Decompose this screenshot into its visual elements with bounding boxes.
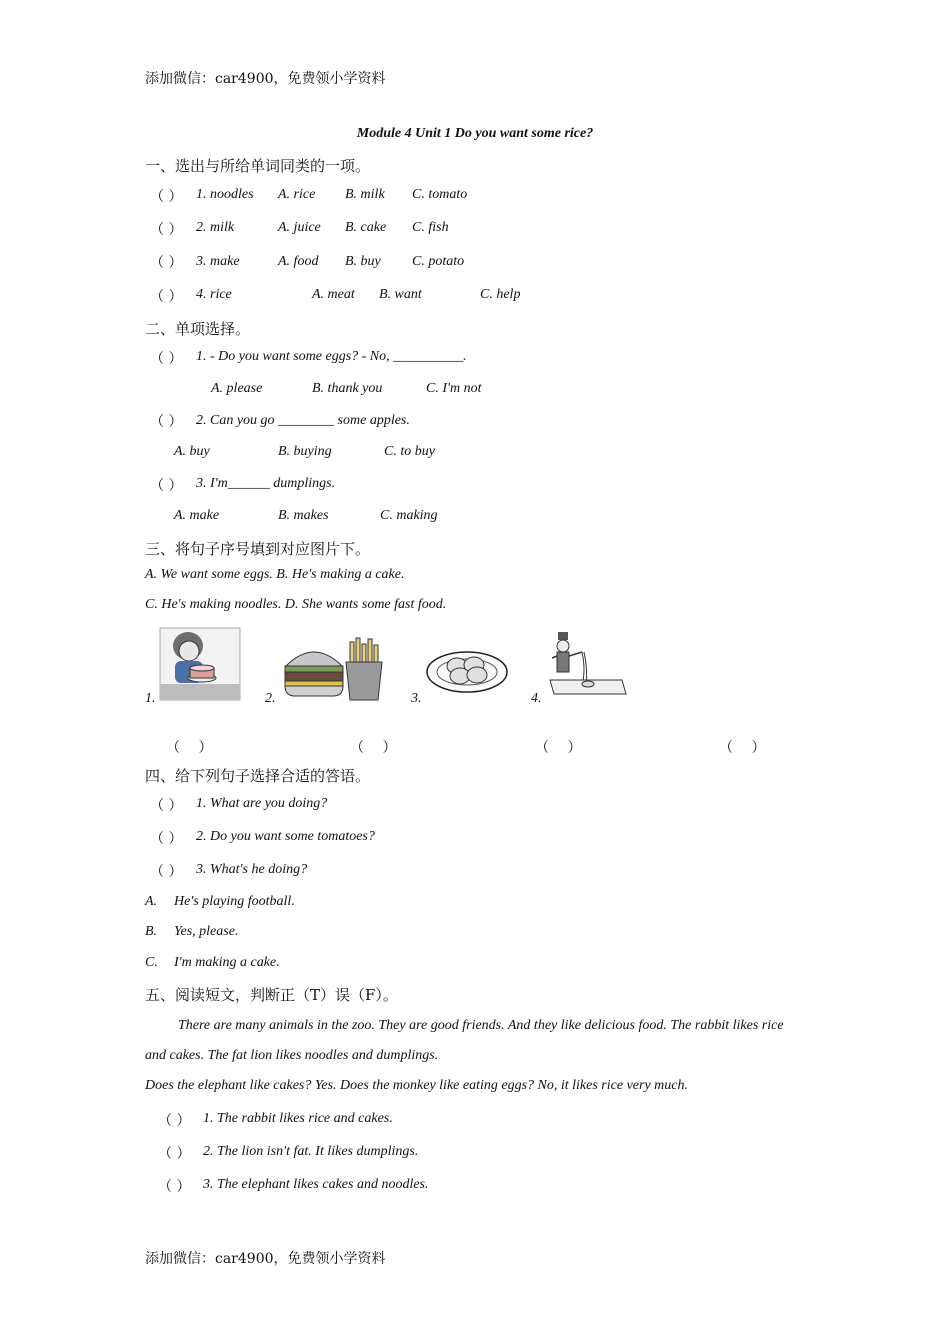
option-c: C. tomato — [412, 187, 468, 202]
option-a: A. buy — [174, 444, 210, 459]
question-text: 2. Do you want some tomatoes? — [196, 829, 375, 844]
page-footer: 添加微信：car4900，免费领小学资料 — [145, 1251, 386, 1267]
answer-blank[interactable]: （ ） — [350, 740, 397, 756]
answer-blank[interactable]: （ ） — [150, 798, 183, 814]
passage-line-3: Does the elephant like cakes? Yes. Does the monkey like eating eggs? No, it likes rice very much. — [145, 1078, 688, 1093]
question-word: 3. make — [196, 254, 240, 269]
passage-line-1: There are many animals in the zoo. They are good friends. And they like delicious food. The rabbit likes rice — [178, 1018, 784, 1033]
answer-text: He's playing football. — [174, 894, 295, 909]
answer-letter: C. — [145, 955, 158, 970]
option-b: B. buying — [278, 444, 332, 459]
question-word: 2. milk — [196, 220, 235, 235]
answer-text: I'm making a cake. — [174, 955, 280, 970]
answer-blank[interactable]: （ ） — [535, 740, 582, 756]
answer-blank[interactable]: （ ） — [166, 740, 213, 756]
picture-label: 4. — [531, 691, 542, 706]
question-text: 1. - Do you want some eggs? - No, __________. — [196, 349, 467, 364]
section-3-heading: 三、将句子序号填到对应图片下。 — [145, 540, 371, 558]
option-a: A. juice — [278, 220, 321, 235]
section-2-heading: 二、单项选择。 — [145, 320, 251, 338]
answer-blank[interactable]: （ ） — [719, 740, 766, 756]
statement-text: 2. The lion isn't fat. It likes dumplings. — [203, 1144, 419, 1159]
answer-blank[interactable]: （ ） — [158, 1113, 191, 1129]
question-text: 3. What's he doing? — [196, 862, 308, 877]
option-b: B. cake — [345, 220, 387, 235]
answer-blank[interactable]: （ ） — [150, 222, 183, 238]
option-b: B. buy — [345, 254, 381, 269]
option-c: C. to buy — [384, 444, 435, 459]
sentence-options-line-2: C. He's making noodles. D. She wants some fast food. — [145, 597, 447, 612]
answer-blank[interactable]: （ ） — [150, 255, 183, 271]
option-b: B. want — [379, 287, 422, 302]
option-a: A. meat — [312, 287, 355, 302]
picture-label: 1. — [145, 691, 156, 706]
option-b: B. milk — [345, 187, 385, 202]
question-word: 4. rice — [196, 287, 232, 302]
answer-blank[interactable]: （ ） — [150, 478, 183, 494]
answer-blank[interactable]: （ ） — [158, 1146, 191, 1162]
option-a: A. make — [174, 508, 220, 523]
answer-blank[interactable]: （ ） — [150, 864, 183, 880]
passage-line-2: and cakes. The fat lion likes noodles and dumplings. — [145, 1048, 439, 1063]
option-a: A. rice — [278, 187, 316, 202]
burger-fries-image — [280, 636, 390, 702]
option-b: B. thank you — [312, 381, 383, 396]
answer-letter: B. — [145, 924, 158, 939]
option-a: A. food — [278, 254, 319, 269]
question-text: 3. I'm______ dumplings. — [196, 476, 336, 491]
question-word: 1. noodles — [196, 187, 254, 202]
page-title: Module 4 Unit 1 Do you want some rice? — [356, 126, 594, 141]
answer-blank[interactable]: （ ） — [150, 189, 183, 205]
page-header: 添加微信：car4900，免费领小学资料 — [145, 71, 386, 87]
option-c: C. help — [480, 287, 521, 302]
answer-letter: A. — [145, 894, 158, 909]
option-b: B. makes — [278, 508, 329, 523]
answer-blank[interactable]: （ ） — [150, 831, 183, 847]
eggs-plate-image — [424, 644, 510, 696]
answer-blank[interactable]: （ ） — [158, 1179, 191, 1195]
option-c: C. fish — [412, 220, 449, 235]
section-4-heading: 四、给下列句子选择合适的答语。 — [145, 767, 371, 785]
question-text: 1. What are you doing? — [196, 796, 328, 811]
option-c: C. potato — [412, 254, 465, 269]
answer-text: Yes, please. — [174, 924, 239, 939]
answer-blank[interactable]: （ ） — [150, 351, 183, 367]
section-5-heading: 五、阅读短文，判断正（T）误（F）。 — [145, 986, 398, 1004]
statement-text: 3. The elephant likes cakes and noodles. — [203, 1177, 429, 1192]
option-c: C. making — [380, 508, 438, 523]
picture-label: 2. — [265, 691, 276, 706]
picture-label: 3. — [411, 691, 422, 706]
option-c: C. I'm not — [426, 381, 482, 396]
boy-making-cake-image — [158, 626, 242, 702]
section-1-heading: 一、选出与所给单词同类的一项。 — [145, 157, 371, 175]
option-a: A. please — [211, 381, 263, 396]
statement-text: 1. The rabbit likes rice and cakes. — [203, 1111, 393, 1126]
question-text: 2. Can you go ________ some apples. — [196, 413, 410, 428]
sentence-options-line-1: A. We want some eggs. B. He's making a cake. — [145, 567, 405, 582]
chef-making-noodles-image — [548, 630, 628, 700]
answer-blank[interactable]: （ ） — [150, 289, 183, 305]
answer-blank[interactable]: （ ） — [150, 414, 183, 430]
